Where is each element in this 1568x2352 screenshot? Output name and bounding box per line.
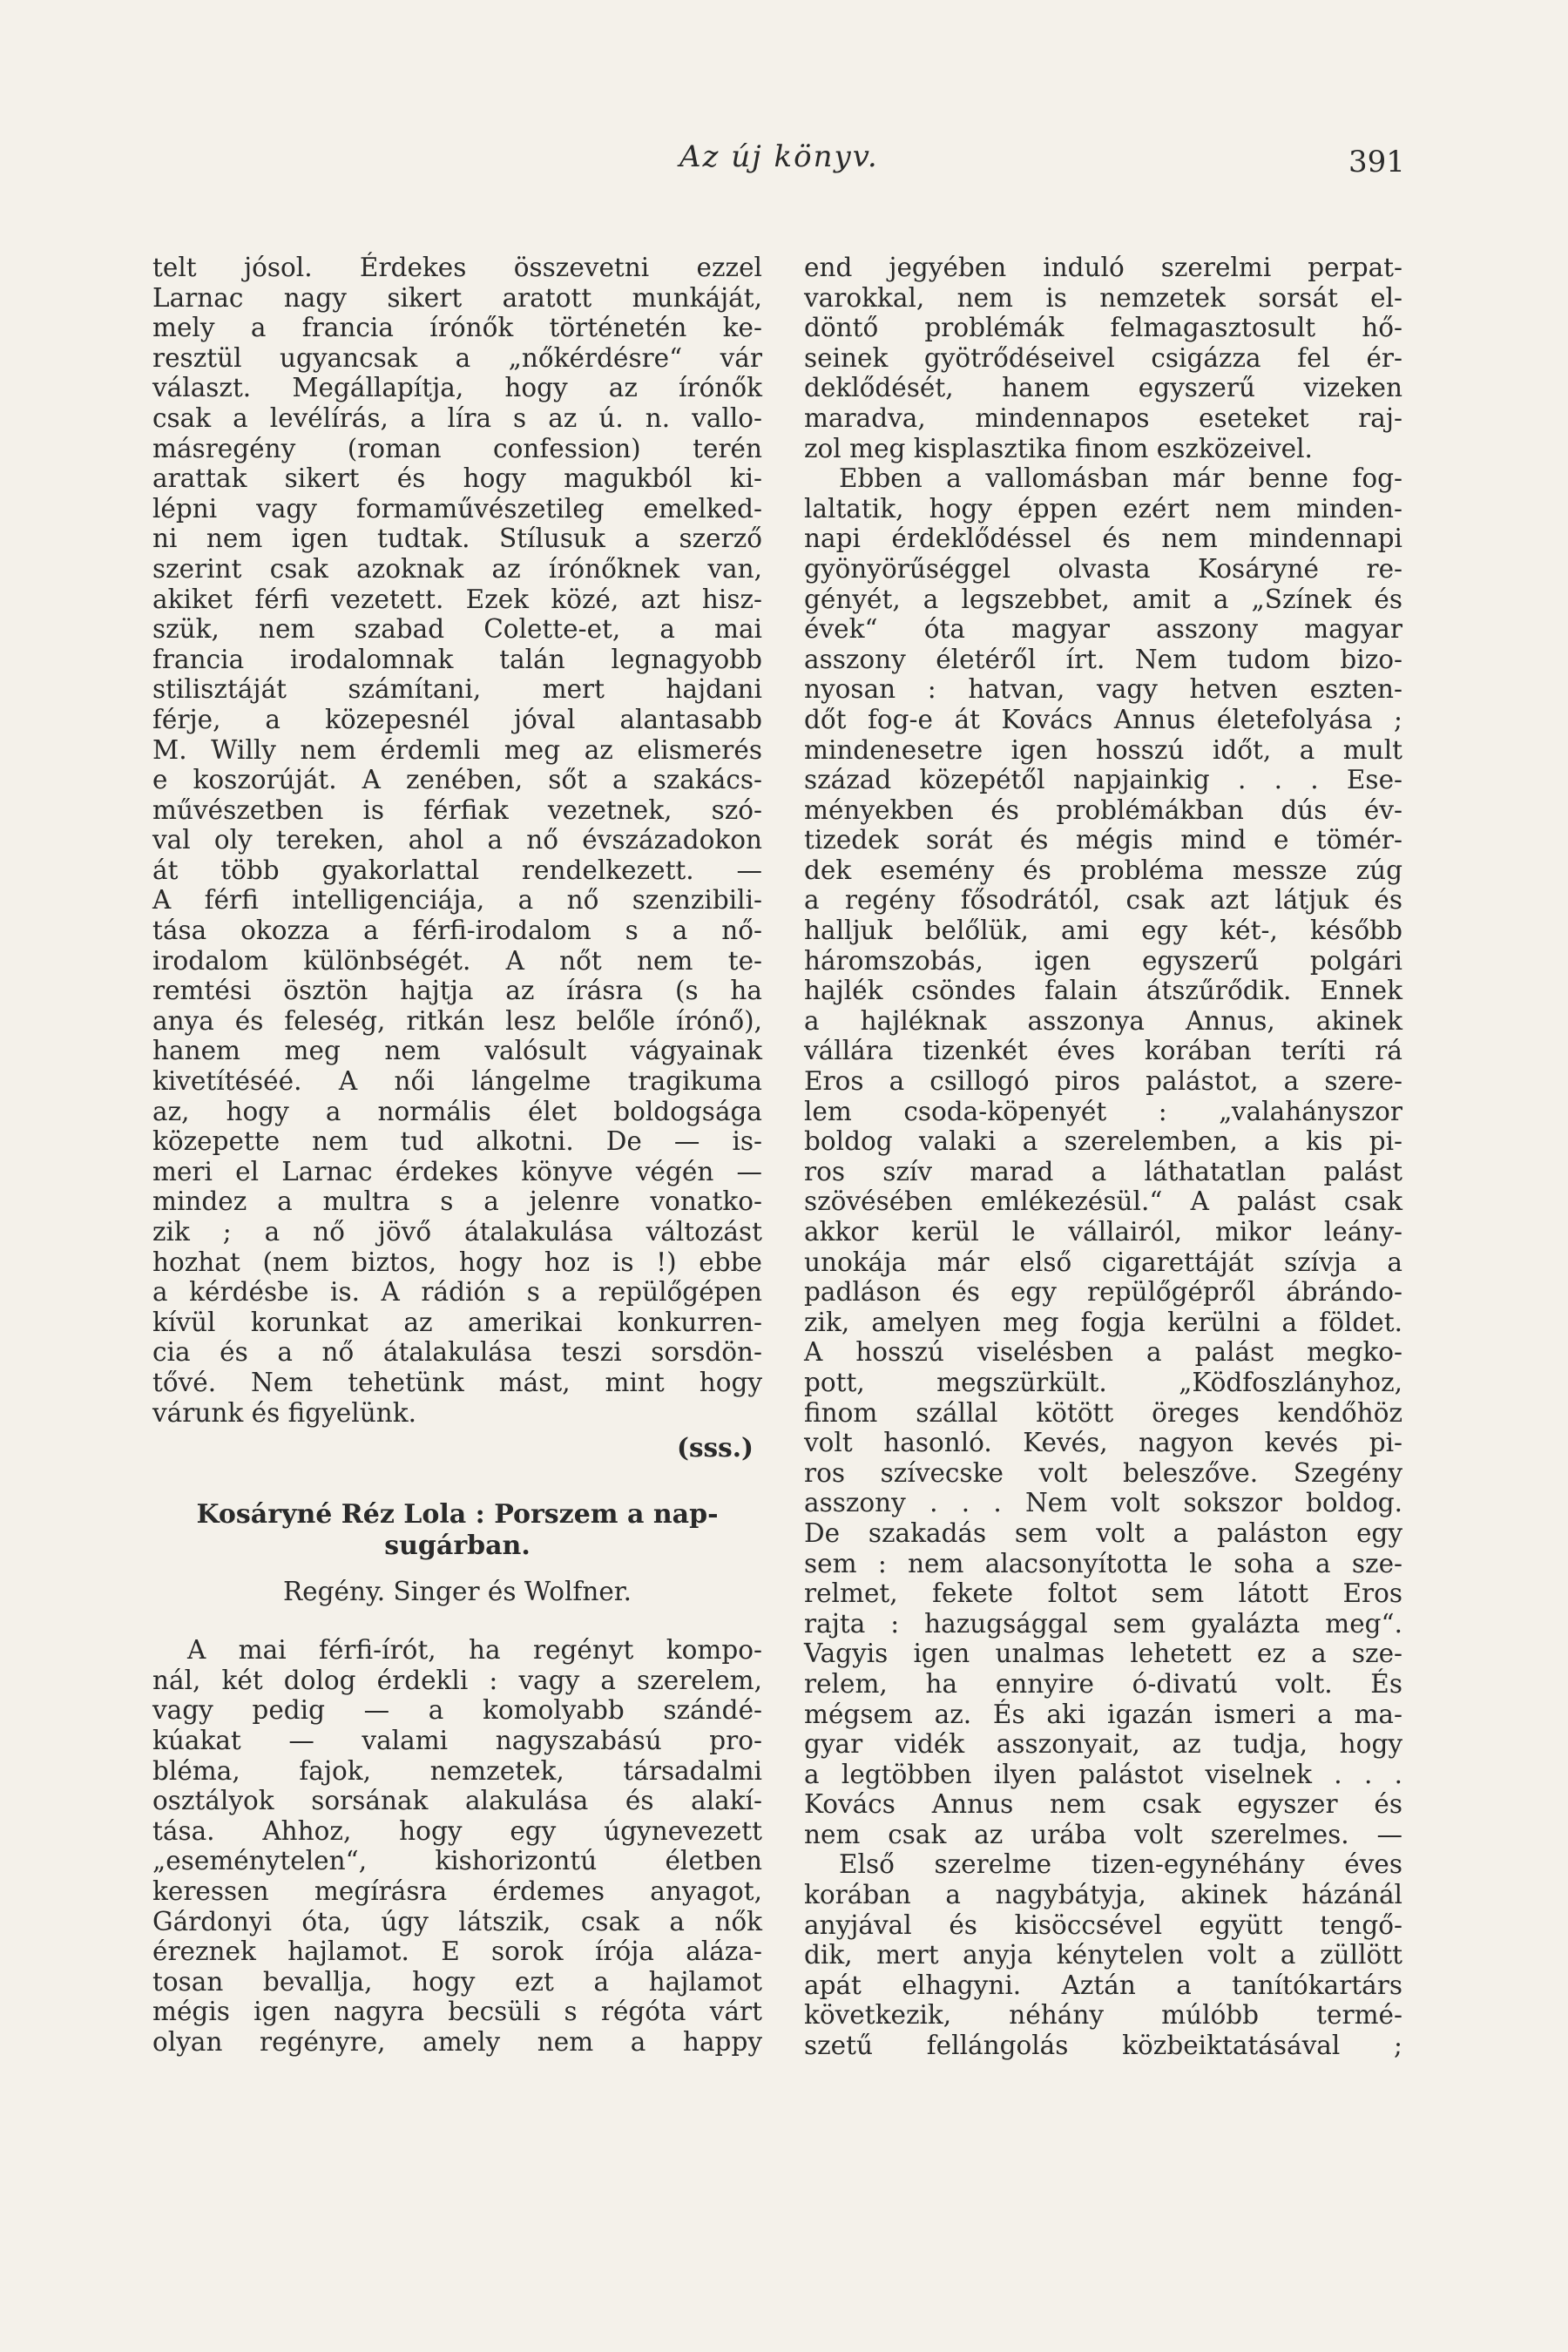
review-heading-line: Kosáryné Réz Lola : Porszem a nap- (196, 1499, 719, 1531)
review-heading-line: sugárban. (384, 1531, 531, 1562)
text-line: padláson és egy repülőgépről ábrándo- (804, 1277, 1402, 1308)
text-line: A férfi intelligenciája, a nő szenzibili- (152, 885, 762, 916)
text-line: relmet, fekete foltot sem látott Eros (804, 1578, 1402, 1609)
text-line: laltatik, hogy éppen ezért nem minden- (804, 493, 1402, 524)
left-column-text-part1 (152, 253, 762, 1428)
text-line: Ebben a vallomásban már benne fog- (839, 463, 1402, 494)
text-line: gyar vidék asszonyait, az tudja, hogy (804, 1729, 1402, 1760)
text-line: szövésében emlékezésül.“ A palást csak (804, 1186, 1402, 1217)
text-line: mégis igen nagyra becsüli s régóta várt (152, 1997, 762, 2027)
text-line: maradva, mindennapos eseteket raj- (804, 402, 1402, 433)
text-line: anya és feleség, ritkán lesz belőle írónő), (152, 1005, 762, 1036)
text-line: end jegyében induló szerelmi perpat- (804, 253, 1402, 282)
text-line: nyosan : hatvan, vagy hetven eszten- (804, 674, 1402, 705)
text-line: varokkal, nem is nemzetek sorsát el- (804, 282, 1402, 313)
text-line: Eros a csillogó piros palástot, a szere- (804, 1066, 1402, 1097)
text-line: finom szállal kötött öreges kendőhöz (804, 1397, 1402, 1428)
text-line: lépni vagy formaművészetileg emelked- (152, 493, 762, 524)
text-line: val oly tereken, ahol a nő évszázadokon (152, 825, 762, 855)
text-line: A mai férfi-írót, ha regényt kompo- (187, 1635, 762, 1666)
text-line: boldog valaki a szerelemben, a kis pi- (804, 1126, 1402, 1157)
text-line: irodalom különbségét. A nőt nem te- (152, 945, 762, 976)
running-head (0, 139, 1568, 183)
text-line: De szakadás sem volt a paláston egy (804, 1517, 1402, 1548)
text-line: dik, mert anyja kénytelen volt a züllött (804, 1940, 1402, 1970)
text-line: közepette nem tud alkotni. De — is- (152, 1126, 762, 1157)
text-line: szerint csak azoknak az írónőknek van, (152, 553, 762, 584)
text-line: napi érdeklődéssel és nem mindennapi (804, 524, 1402, 554)
text-line: nál, két dolog érdekli : vagy a szerelem, (152, 1665, 762, 1695)
text-line: remtési ösztön hajtja az írásra (s ha (152, 976, 762, 1006)
text-line: következik, néhány múlóbb termé- (804, 2000, 1402, 2031)
text-line: vagy pedig — a komolyabb szándé- (152, 1695, 762, 1726)
text-line: tása okozza a férfi-irodalom s a nő- (152, 916, 762, 946)
text-line: zik ; a nő jövő átalakulása változást (152, 1217, 762, 1247)
text-line: tizedek sorát és mégis mind e tömér- (804, 825, 1402, 855)
text-line: telt jósol. Érdekes összevetni ezzel (152, 253, 762, 282)
text-line: a kérdésbe is. A rádión s a repülőgépen (152, 1277, 762, 1308)
text-line: apát elhagyni. Aztán a tanítókartárs (804, 1970, 1402, 2000)
text-line: a legtöbben ilyen palástot viselnek . . . (804, 1759, 1402, 1789)
text-line: pott, megszürkült. „Ködfoszlányhoz, (804, 1367, 1402, 1397)
text-line: háromszobás, igen egyszerű polgári (804, 945, 1402, 976)
text-line: dek esemény és probléma messze zúg (804, 855, 1402, 885)
text-line: zik, amelyen meg fogja kerülni a földet. (804, 1307, 1402, 1337)
text-line: gyönyörűséggel olvasta Kosáryné re- (804, 553, 1402, 584)
text-line: ros szívecske volt beleszőve. Szegény (804, 1457, 1402, 1488)
text-line: választ. Megállapítja, hogy az írónők (152, 373, 762, 403)
text-line: szetű fellángolás közbeiktatásával ; (804, 2031, 1402, 2061)
page-number: 391 (1348, 145, 1405, 179)
text-line: asszony . . . Nem volt sokszor boldog. (804, 1488, 1402, 1518)
text-line: szük, nem szabad Colette-et, a mai (152, 614, 762, 645)
text-line: cia és a nő átalakulása teszi sorsdön- (152, 1337, 762, 1368)
text-line: mindenesetre igen hosszú időt, a mult (804, 734, 1402, 765)
text-line: seinek gyötrődéseivel csigázza fel ér- (804, 342, 1402, 373)
text-line: Gárdonyi óta, úgy látszik, csak a nők (152, 1906, 762, 1936)
text-line: Vagyis igen unalmas lehetett ez a sze- (804, 1639, 1402, 1669)
text-line: anyjával és kisöccsével együtt tengő- (804, 1909, 1402, 1940)
review-publisher: Regény. Singer és Wolfner. (282, 1577, 632, 1607)
right-column-text (804, 253, 1402, 2061)
text-line: a regény fősodrától, csak azt látjuk és (804, 885, 1402, 916)
text-line: mely a francia írónők történetén ke- (152, 313, 762, 343)
text-line: stilisztáját számítani, mert hajdani (152, 674, 762, 705)
text-line: tása. Ahhoz, hogy egy úgynevezett (152, 1815, 762, 1846)
text-line: resztül ugyancsak a „nőkérdésre“ vár (152, 342, 762, 373)
text-line: sem : nem alacsonyította le soha a sze- (804, 1548, 1402, 1578)
text-line: M. Willy nem érdemli meg az elismerés (152, 734, 762, 765)
text-line: halljuk belőlük, ami egy két-, később (804, 916, 1402, 946)
text-line: olyan regényre, amely nem a happy (152, 2026, 762, 2057)
text-line: másregény (roman confession) terén (152, 433, 762, 463)
left-column (152, 253, 762, 2057)
text-line: férje, a közepesnél jóval alantasabb (152, 704, 762, 734)
text-line: vállára tizenkét éves korában teríti rá (804, 1036, 1402, 1066)
text-line: éreznek hajlamot. E sorok írója aláza- (152, 1936, 762, 1967)
text-line: akkor kerül le vállairól, mikor leány- (804, 1217, 1402, 1247)
text-line: keressen megírásra érdemes anyagot, (152, 1876, 762, 1906)
text-line: kúakat — valami nagyszabású pro- (152, 1725, 762, 1755)
text-line: unokája már első cigarettáját szívja a (804, 1247, 1402, 1277)
text-line: korában a nagybátyja, akinek házánál (804, 1880, 1402, 1910)
text-line: relem, ha ennyire ó-divatú volt. És (804, 1668, 1402, 1699)
text-line: e koszorúját. A zenében, sőt a szakács- (152, 765, 762, 795)
text-line: az, hogy a normális élet boldogsága (152, 1096, 762, 1126)
text-line: deklődését, hanem egyszerű vizeken (804, 373, 1402, 403)
text-line: hozhat (nem biztos, hogy hoz is !) ebbe (152, 1247, 762, 1277)
text-line: dőt fog-e át Kovács Annus életefolyása ; (804, 704, 1402, 734)
text-line: kívül korunkat az amerikai konkurren- (152, 1307, 762, 1337)
review-heading (152, 1499, 762, 1562)
text-line: mindez a multra s a jelenre vonatko- (152, 1186, 762, 1217)
left-column-text-part2 (152, 1635, 762, 2057)
text-line: várunk és figyelünk. (152, 1397, 416, 1428)
text-line: francia irodalomnak talán legnagyobb (152, 644, 762, 674)
text-line: át több gyakorlattal rendelkezett. — (152, 855, 762, 885)
text-line: Első szerelme tizen-egynéhány éves (839, 1849, 1402, 1880)
text-line: asszony életéről írt. Nem tudom bizo- (804, 644, 1402, 674)
text-line: Larnac nagy sikert aratott munkáját, (152, 282, 762, 313)
text-line: meri el Larnac érdekes könyve végén — (152, 1156, 762, 1186)
text-line: zol meg kisplasztika finom eszközeivel. (804, 433, 1313, 463)
text-line: művészetben is férfiak vezetnek, szó- (152, 794, 762, 825)
text-line: bléma, fajok, nemzetek, társadalmi (152, 1755, 762, 1786)
text-line: tővé. Nem tehetünk mást, mint hogy (152, 1367, 762, 1397)
text-line: „eseménytelen“, kishorizontú életben (152, 1846, 762, 1876)
text-line: a hajléknak asszonya Annus, akinek (804, 1005, 1402, 1036)
text-line: Kovács Annus nem csak egyszer és (804, 1789, 1402, 1820)
text-line: gényét, a legszebbet, amit a „Színek és (804, 584, 1402, 614)
text-line: mégsem az. És aki igazán ismeri a ma- (804, 1699, 1402, 1729)
text-line: hajlék csöndes falain átszűrődik. Ennek (804, 976, 1402, 1006)
text-line: évek“ óta magyar asszony magyar (804, 614, 1402, 645)
review-signature: (sss.) (676, 1432, 754, 1463)
right-column (804, 253, 1402, 2061)
text-line: ményekben és problémákban dús év- (804, 794, 1402, 825)
running-head-title: Az új könyv. (679, 139, 879, 174)
text-line: csak a levélírás, a líra s az ú. n. vallo- (152, 402, 762, 433)
text-line: döntő problémák felmagasztosult hő- (804, 313, 1402, 343)
text-line: ros szív marad a láthatatlan palást (804, 1156, 1402, 1186)
text-line: ni nem igen tudtak. Stílusuk a szerző (152, 524, 762, 554)
text-line: akiket férfi vezetett. Ezek közé, azt hisz- (152, 584, 762, 614)
text-line: kivetítéséé. A női lángelme tragikuma (152, 1066, 762, 1097)
text-line: osztályok sorsának alakulása és alakí- (152, 1786, 762, 1816)
text-line: rajta : hazugsággal sem gyalázta meg“. (804, 1608, 1402, 1639)
text-line: tosan bevallja, hogy ezt a hajlamot (152, 1966, 762, 1997)
text-line: hanem meg nem valósult vágyainak (152, 1036, 762, 1066)
text-line: arattak sikert és hogy magukból ki- (152, 463, 762, 494)
text-line: nem csak az urába volt szerelmes. — (804, 1819, 1402, 1849)
text-line: század közepétől napjainkig . . . Ese- (804, 765, 1402, 795)
text-line: A hosszú viselésben a palást megko- (804, 1337, 1402, 1368)
text-line: lem csoda-köpenyét : „valahányszor (804, 1096, 1402, 1126)
text-line: volt hasonló. Kevés, nagyon kevés pi- (804, 1428, 1402, 1458)
